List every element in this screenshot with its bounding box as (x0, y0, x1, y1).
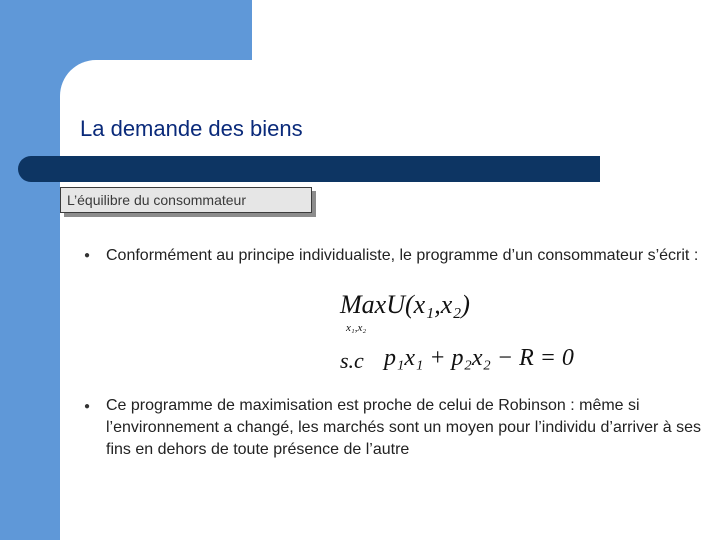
bullet-text-2: Ce programme de maximisation est proche de celui de Robinson : même si l’environnement a changé, les marchés sont un moyen pour l’individu d’arriver à ses fins en dehors de toute présence de l’autre (106, 397, 701, 458)
title-underline-bar (18, 156, 600, 182)
formula-objective: MaxU(x₁,x₂) (340, 290, 470, 319)
subtitle-box: L’équilibre du consommateur (60, 187, 312, 213)
bullet-dot: ● (84, 401, 91, 412)
bullet-text-1: Conformément au principe individualiste, le programme d’un consommateur s’écrit : (106, 247, 699, 264)
formula-constraint-label: s.c (340, 348, 364, 373)
slide-title: La demande des biens (80, 116, 303, 141)
bullet-dot: ● (84, 250, 91, 261)
formula-constraint: p₁x₁ + p₂x₂ − R = 0 (384, 345, 574, 371)
formula-objective-subscript: x₁,x₂ (346, 322, 367, 334)
